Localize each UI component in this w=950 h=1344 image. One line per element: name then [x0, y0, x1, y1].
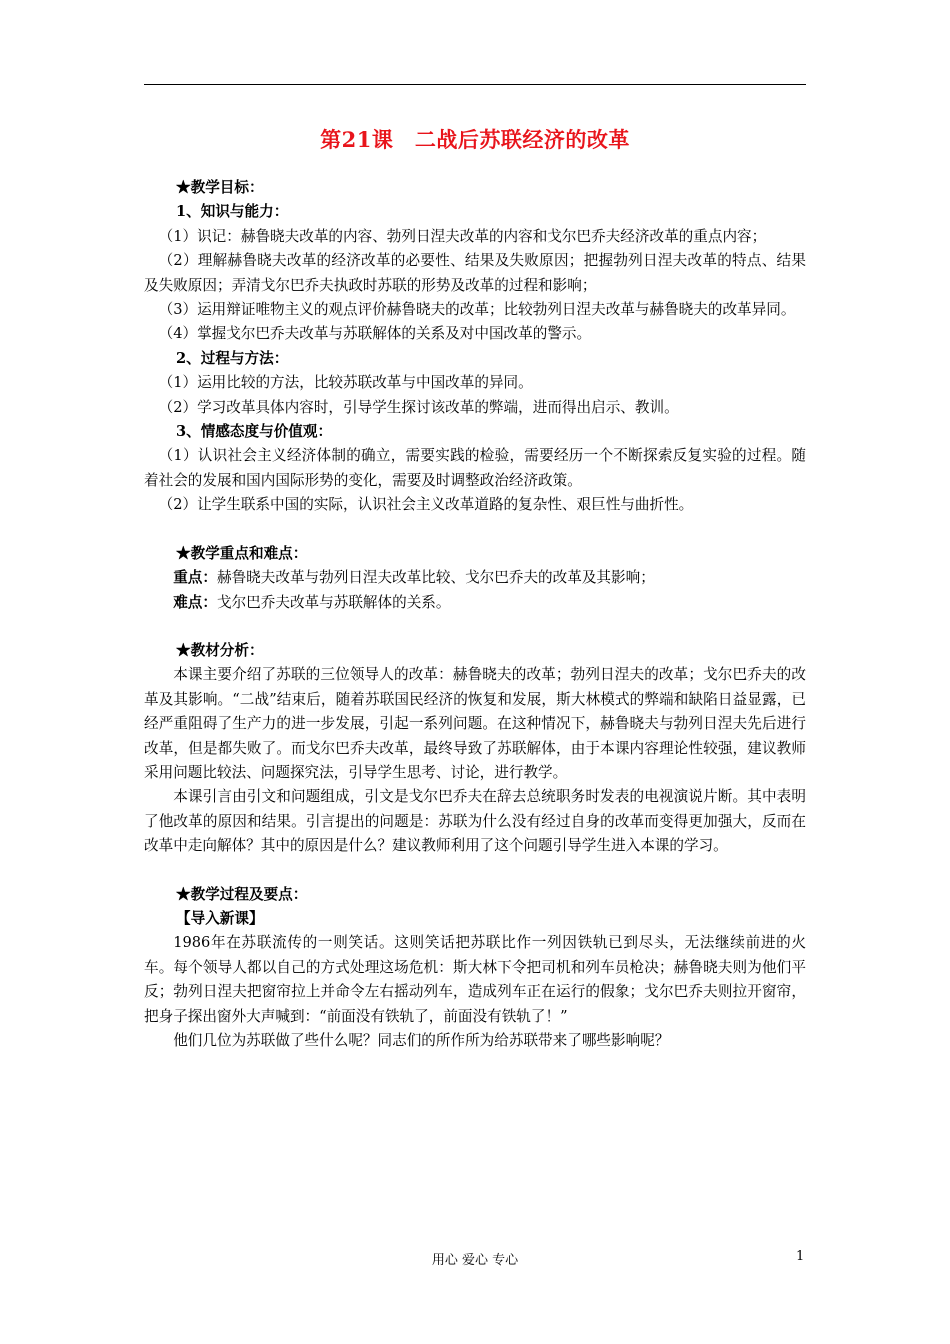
- lesson-title: 第21课 二战后苏联经济的改革: [320, 127, 630, 152]
- process-method-item: （2）学习改革具体内容时，引导学生探讨该改革的弊端，进而得出启示、教训。: [158, 398, 679, 416]
- process-method-item: （1）运用比较的方法，比较苏联改革与中国改革的异同。: [158, 374, 533, 392]
- intro-paragraph: 1986年在苏联流传的一则笑话。这则笑话把苏联比作一列因铁轨已到尽头，无法继续前进的火车。每个领导人都以自己的方式处理这场危机：斯大林下令把司机和列车员枪决；赫鲁晓夫则为他们平反；勃列日涅夫把窗帘拉上并命令左右摇动列车，造成列车正在运行的假象；戈尔巴乔夫则拉开窗帘，把身子探出窗外大声喊到：“前面没有铁轨了，前面没有铁轨了！”: [144, 934, 806, 1025]
- keypoints-heading: ★教学重点和难点：: [176, 544, 308, 562]
- goals-heading: ★教学目标：: [176, 179, 264, 196]
- knowledge-item: （2）理解赫鲁晓夫改革的经济改革的必要性、结果及失败原因；把握勃列日涅夫改革的特点、结果及失败原因；弄清戈尔巴乔夫执政时苏联的形势及改革的过程和影响；: [144, 252, 806, 294]
- difficulty-label: 难点：: [173, 593, 217, 611]
- knowledge-item: （1）识记：赫鲁晓夫改革的内容、勃列日涅夫改革的内容和戈尔巴乔夫经济改革的重点内容；: [158, 227, 767, 245]
- process-method-heading: 2、过程与方法：: [176, 349, 289, 367]
- header-rule: [144, 84, 806, 85]
- difficulty-text: 戈尔巴乔夫改革与苏联解体的关系。: [216, 593, 451, 611]
- knowledge-item: （4）掌握戈尔巴乔夫改革与苏联解体的关系及对中国改革的警示。: [158, 325, 592, 343]
- footer-slogan: 用心 爱心 专心: [431, 1253, 519, 1268]
- page-number: 1: [796, 1249, 805, 1264]
- intro-subheading: 【导入新课】: [176, 909, 264, 927]
- focus-text: 赫鲁晓夫改革与勃列日涅夫改革比较、戈尔巴乔夫的改革及其影响；: [216, 569, 655, 587]
- focus-line: [144, 566, 806, 590]
- emotion-item: （1）认识社会主义经济体制的确立，需要实践的检验，需要经历一个不断探索反复实验的过程。随着社会的发展和国内国际形势的变化，需要及时调整政治经济政策。: [144, 447, 806, 489]
- document-body: [144, 176, 806, 1053]
- knowledge-heading: 1、知识与能力：: [176, 203, 289, 221]
- knowledge-item: （3）运用辩证唯物主义的观点评价赫鲁晓夫的改革；比较勃列日涅夫改革与赫鲁晓夫的改革异同。: [158, 301, 796, 319]
- analysis-paragraph: 本课主要介绍了苏联的三位领导人的改革：赫鲁晓夫的改革；勃列日涅夫的改革；戈尔巴乔夫的改革及其影响。“二战”结束后，随着苏联国民经济的恢复和发展，斯大林模式的弊端和缺陷日益显露，已经严重阻碍了生产力的进一步发展，引起一系列问题。在这种情况下，赫鲁晓夫与勃列日涅夫先后进行改革，但是都失败了。而戈尔巴乔夫改革，最终导致了苏联解体，由于本课内容理论性较强，建议教师采用问题比较法、问题探究法，引导学生思考、讨论，进行教学。: [144, 666, 806, 781]
- teaching-process-heading: ★教学过程及要点：: [176, 885, 308, 903]
- emotion-heading: 3、情感态度与价值观：: [176, 423, 333, 441]
- difficulty-line: [144, 591, 806, 615]
- emotion-item: （2）让学生联系中国的实际，认识社会主义改革道路的复杂性、艰巨性与曲折性。: [158, 496, 694, 514]
- analysis-paragraph: 本课引言由引文和问题组成，引文是戈尔巴乔夫在辞去总统职务时发表的电视演说片断。其中表明了他改革的原因和结果。引言提出的问题是：苏联为什么没有经过自身的改革而变得更加强大，反而在改革中走向解体？其中的原因是什么？建议教师利用了这个问题引导学生进入本课的学习。: [144, 788, 806, 855]
- focus-label: 重点：: [173, 569, 217, 587]
- analysis-heading: ★教材分析：: [176, 641, 264, 659]
- intro-paragraph: 他们几位为苏联做了些什么呢？同志们的所作所为给苏联带来了哪些影响呢？: [173, 1032, 670, 1049]
